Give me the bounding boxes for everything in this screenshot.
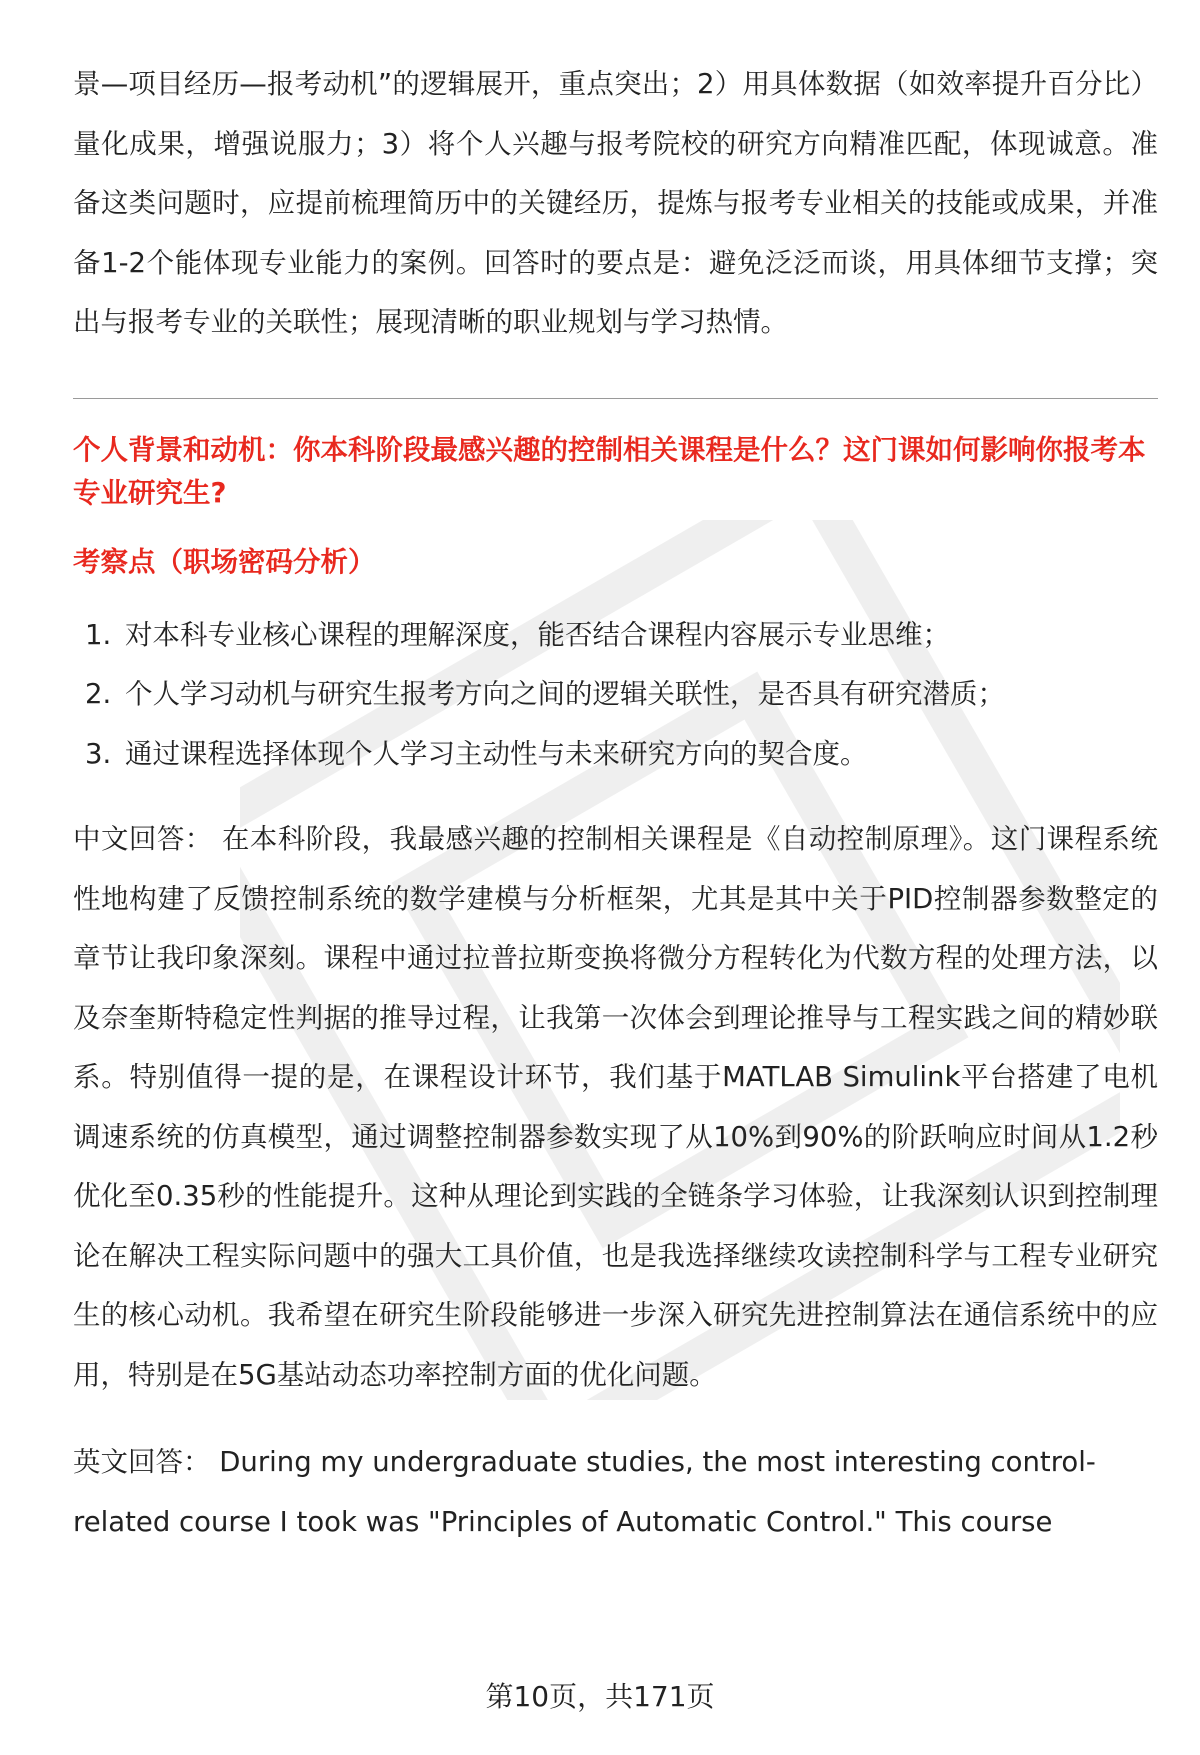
chinese-answer: 中文回答： 在本科阶段，我最感兴趣的控制相关课程是《自动控制原理》。这门课程系统性地构建了反馈控制系统的数学建模与分析框架，尤其是其中关于PID控制器参数整定的章节让我印象深刻。课程中通过拉普拉斯变换将微分方程转化为代数方程的处理方法，以及奈奎斯特稳定性判据的推导过程，让我第一次体会到理论推导与工程实践之间的精妙联系。特别值得一提的是，在课程设计环节，我们基于MATLAB Simulink平台搭建了电机调速系统的仿真模型，通过调整控制器参数实现了从10%到90%的阶跃响应时间从1.2秒优化至0.35秒的性能提升。这种从理论到实践的全链条学习体验，让我深刻认识到控制理论在解决工程实际问题中的强大工具价值，也是我选择继续攻读控制科学与工程专业研究生的核心动机。我希望在研究生阶段能够进一步深入研究先进控制算法在通信系统中的应用，特别是在5G基站动态功率控制方面的优化问题。 xyxy=(73,823,1158,1391)
list-item-text: 个人学习动机与研究生报考方向之间的逻辑关联性，是否具有研究潜质； xyxy=(125,678,1005,710)
list-item-number: 2. xyxy=(85,678,112,710)
intro-paragraph: 景—项目经历—报考动机”的逻辑展开，重点突出；2）用具体数据（如效率提升百分比）量化成果，增强说服力；3）将个人兴趣与报考院校的研究方向精准匹配，体现诚意。准备这类问题时，应提前梳理简历中的关键经历，提炼与报考专业相关的技能或成果，并准备1-2个能体现专业能力的案例。回答时的要点是：避免泛泛而谈，用具体细节支撑；突出与报考专业的关联性；展现清晰的职业规划与学习热情。 xyxy=(73,68,1158,338)
question-heading: 个人背景和动机：你本科阶段最感兴趣的控制相关课程是什么？这门课如何影响你报考本专业研究生? xyxy=(73,433,1146,509)
list-item xyxy=(73,606,1158,666)
english-answer: 英文回答： During my undergraduate studies, the most interesting control-related course I took was "Principles of Automatic Control." This course xyxy=(73,1446,1096,1538)
list-item xyxy=(73,665,1158,725)
list-item-number: 1. xyxy=(85,618,112,651)
document-page xyxy=(73,55,1158,1552)
section-divider xyxy=(73,398,1158,399)
list-item xyxy=(73,725,1158,785)
points-title: 考察点（职场密码分析） xyxy=(73,545,376,578)
page-footer: 第10页，共171页 xyxy=(485,1680,715,1713)
list-item-number: 3. xyxy=(85,737,112,770)
points-list xyxy=(73,606,1158,785)
list-item-text: 对本科专业核心课程的理解深度，能否结合课程内容展示专业思维； xyxy=(125,618,950,651)
list-item-text: 通过课程选择体现个人学习主动性与未来研究方向的契合度。 xyxy=(125,737,868,770)
